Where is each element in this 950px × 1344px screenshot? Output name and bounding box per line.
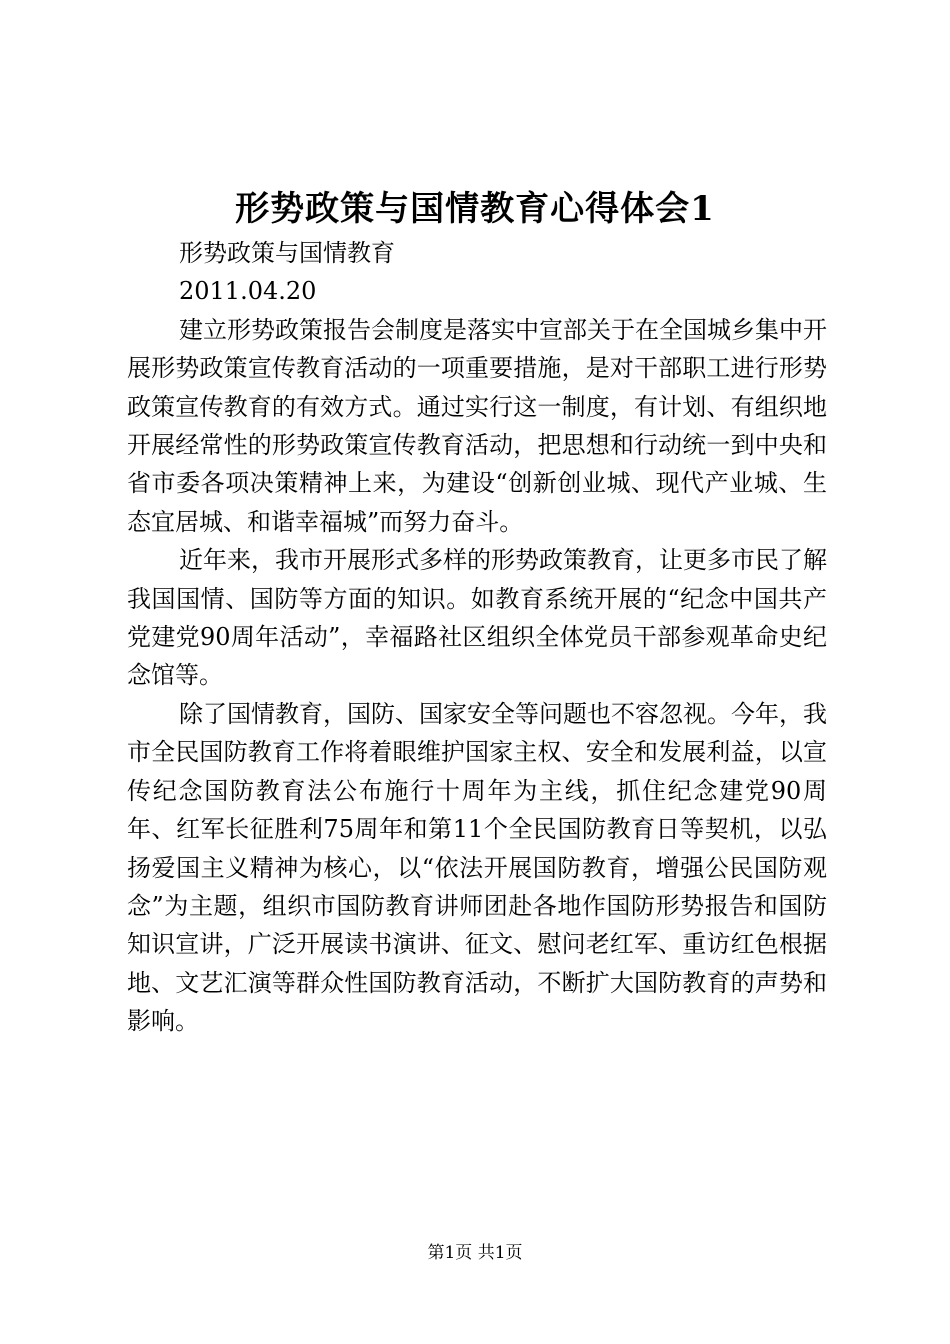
date-line: 2011.04.20 [179,277,317,306]
subtitle-line: 形势政策与国情教育 [179,239,395,267]
paragraph-2: 近年来，我市开展形式多样的形势政策教育，让更多市民了解我国国情、国防等方面的知识。如教育系统开展的“纪念中国共产党建党90周年活动”，幸福路社区组织全体党员干部参观革命史纪念馆等。 [127,546,827,690]
document-title: 形势政策与国情教育心得体会1 [235,189,715,229]
paragraph-3: 除了国情教育，国防、国家安全等问题也不容忽视。今年，我市全民国防教育工作将着眼维护国家主权、安全和发展利益，以宣传纪念国防教育法公布施行十周年为主线，抓住纪念建党90周年、红军长征胜利75周年和第11个全民国防教育日等契机，以弘扬爱国主义精神为核心，以“依法开展国防教育，增强公民国防观念”为主题，组织市国防教育讲师团赴各地作国防形势报告和国防知识宣讲，广泛开展读书演讲、征文、慰问老红军、重访红色根据地、文艺汇演等群众性国防教育活动，不断扩大国防教育的声势和影响。 [127,699,827,1036]
paragraph-1: 建立形势政策报告会制度是落实中宣部关于在全国城乡集中开展形势政策宣传教育活动的一项重要措施，是对干部职工进行形势政策宣传教育的有效方式。通过实行这一制度，有计划、有组织地开展经常性的形势政策宣传教育活动，把思想和行动统一到中央和省市委各项决策精神上来，为建设“创新创业城、现代产业城、生态宜居城、和谐幸福城”而努力奋斗。 [127,315,827,536]
document-body [127,234,827,1041]
page-footer: 第1页 共1页 [427,1243,523,1263]
